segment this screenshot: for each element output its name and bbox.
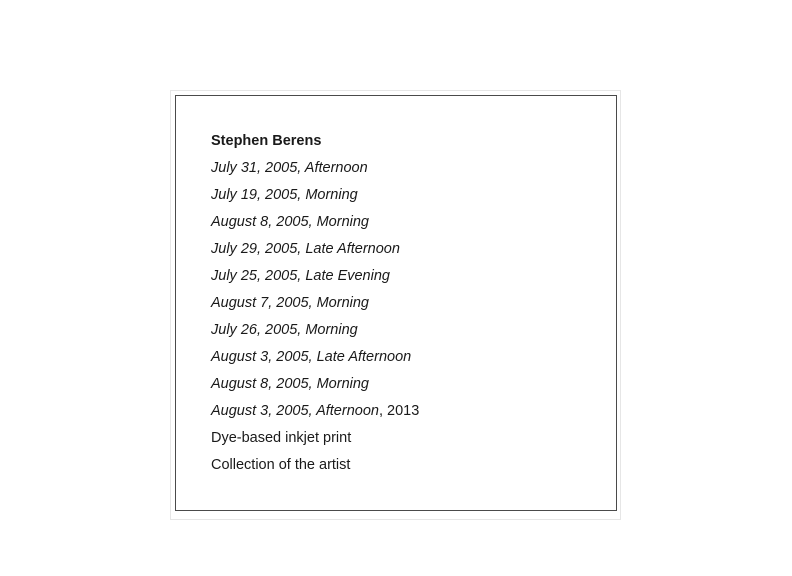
artwork-title-with-date bbox=[211, 398, 419, 425]
artwork-title: July 29, 2005, Late Afternoon bbox=[211, 241, 400, 257]
artwork-title: August 7, 2005, Morning bbox=[211, 295, 369, 311]
artist-name: Stephen Berens bbox=[211, 133, 322, 149]
artwork-title: August 3, 2005, Afternoon bbox=[211, 403, 379, 419]
wall-label bbox=[175, 95, 617, 511]
artwork-title: August 8, 2005, Morning bbox=[211, 214, 369, 230]
label-content bbox=[211, 128, 419, 479]
artwork-title: July 25, 2005, Late Evening bbox=[211, 268, 390, 284]
artwork-title: August 8, 2005, Morning bbox=[211, 376, 369, 392]
artwork-title: July 26, 2005, Morning bbox=[211, 322, 358, 338]
medium: Dye-based inkjet print bbox=[211, 430, 352, 446]
artwork-title: August 3, 2005, Late Afternoon bbox=[211, 349, 412, 365]
artwork-title: July 19, 2005, Morning bbox=[211, 187, 358, 203]
credit-line: Collection of the artist bbox=[211, 457, 351, 473]
artwork-date: , 2013 bbox=[378, 403, 420, 419]
artwork-title: July 31, 2005, Afternoon bbox=[211, 160, 368, 176]
